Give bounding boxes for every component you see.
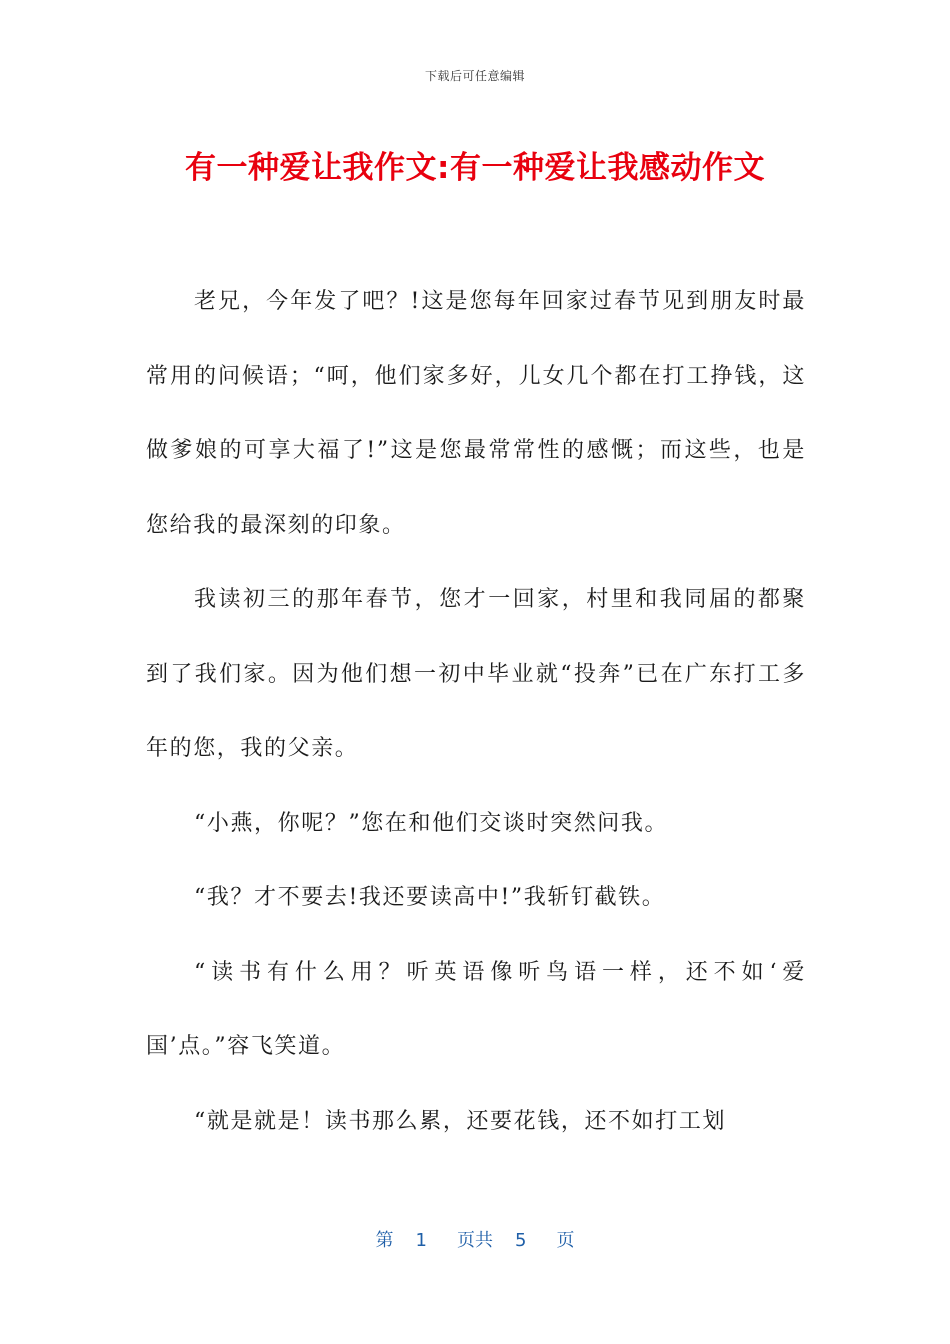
paragraph: 我读初三的那年春节，您才一回家，村里和我同届的都聚到了我们家。因为他们想一初中毕业就“投奔”已在广东打工多年的您，我的父亲。: [146, 587, 806, 761]
paragraph: “小燕，你呢？”您在和他们交谈时突然问我。: [194, 810, 669, 836]
header-note: 下载后可任意编辑: [424, 69, 525, 83]
footer-current-page: 1: [415, 1230, 427, 1251]
paragraph: 老兄，今年发了吧？!这是您每年回家过春节见到朋友时最常用的问候语；“呵，他们家多好，儿女几个都在打工挣钱，这做爹娘的可享大福了!”这是您最常常性的感慨；而这些，也是您给我的最深刻的印象。: [146, 289, 806, 538]
paragraph: “我？才不要去!我还要读高中!”我斩钉截铁。: [194, 885, 666, 910]
document-title: 有一种爱让我作文:有一种爱让我感动作文: [185, 150, 765, 186]
paragraph: “就是就是！读书那么累，还要花钱，还不如打工划: [194, 1108, 727, 1134]
footer-label-end: 页: [556, 1230, 575, 1251]
paragraph: “读书有什么用？听英语像听鸟语一样，还不如‘爱国’点。”容飞笑道。: [146, 959, 806, 1059]
page-footer: [0, 1226, 950, 1252]
document-body: [146, 265, 806, 1159]
footer-total-pages: 5: [515, 1230, 527, 1251]
footer-label-total: 页共: [457, 1230, 493, 1251]
footer-label-page: 第: [375, 1230, 394, 1251]
